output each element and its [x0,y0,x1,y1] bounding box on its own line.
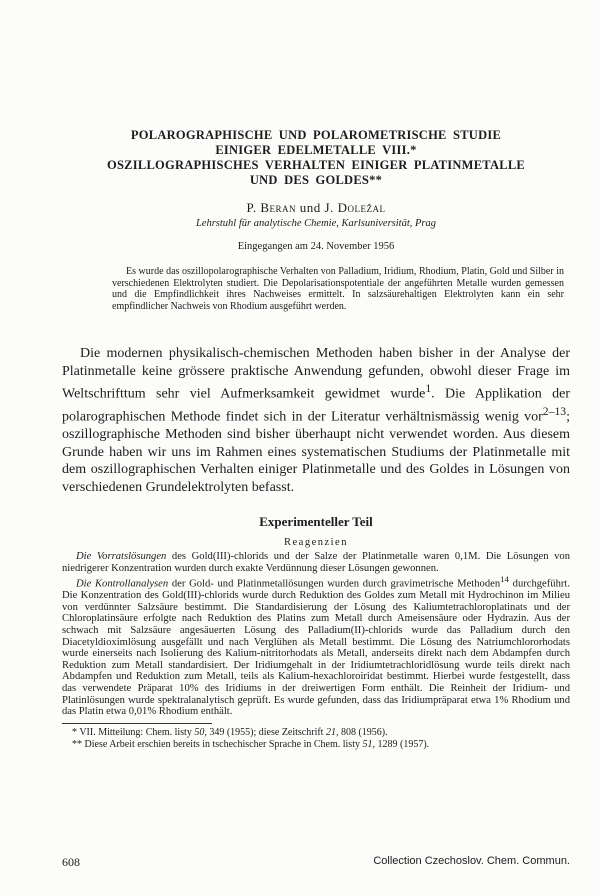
author-name: Doležal [337,200,386,215]
author-initial: J. [324,200,334,215]
footnote-volume: 51, [362,738,375,750]
body-text: der Gold- und Platinmetallösungen wurden durch gravimetrische Methoden [168,578,501,590]
author-conjunction: und [299,200,321,215]
intro-text: Die modernen physikalisch-chemischen Methoden haben bisher in der Analyse der Platinmetalle keine grössere praktische Anwendung gefunden, obwohl dieser Frage im Weltschrifttum sehr viel Aufmerksamkeit gewidmet wurde [62,346,570,402]
footnote-divider [62,723,212,724]
authors [62,200,570,216]
body-text: durchgeführt. Die Konzentration des Gold(III)-chlorids wurde durch Reduktion des Goldes zum Metall mit Hydrochinon im Milieu von verdünnter Salzsäure bestimmt. Die Standardisierung der Lösung des Kaliumtetrachloroplatinats und der Chloroplatinsäure erfolgte nach Reduktion des Platins zum Metall durch Ameisensäure oder Hydrazin. Aus der schwach mit Salzsäure angesäuerten Lösung des Palladium(II)-chlorids wurde das Palladium durch den Diacetyldioximlösung ausgefällt und nach Verglühen als Metall bestimmt. Die Lösung des Natriumchlororhodats wurde einerseits nach Isolierung des Kalium-nitritorhodats als Metall, anderseits direkt nach dem Abdampfen durch Reduktion zum Metall standardisiert. Der Iridiumgehalt in der Iridiumtetrachloridlösung wurde teils direkt nach Abdampfen und Reduktion zum Metall, teils als Kalium-hexachloroiridat bestimmt. Hierbei wurde festgestellt, dass das verwendete Präparat 10% des Iridiums in der dreiwertigen Form enthält. Die Reinheit der Iridium- und Platinlösungen wurde spektralanalytisch geprüft. Es wurde gefunden, dass das Iridiumpräparat etwa 1% Rhodium und das Platin etwa 0,01% Rhodium enthält. [62,578,571,718]
article [62,128,570,751]
title-line: UND DES GOLDES** [249,173,383,187]
footnote-text: VII. Mitteilung: Chem. listy [79,726,195,738]
reference-mark: 14 [500,574,509,585]
body-paragraph [62,574,570,718]
footnote-volume: 21, [325,726,339,738]
footnotes [62,727,570,751]
title-line: OSZILLOGRAPHISCHES VERHALTEN EINIGER PLATINMETALLE [106,158,525,172]
body-paragraph [62,551,570,574]
footnote [62,727,570,739]
author-name: Beran [260,200,296,215]
footnote [62,739,570,751]
subsection-title: Reagenzien [284,536,348,548]
footnote-volume: 50, [194,726,207,738]
intro-text: ; oszillographische Methoden sind bisher überhaupt nicht verwendet worden. Aus diesem Grunde haben wir uns im Rahmen eines systematischen Studiums der Platinmetalle mit dem oszillographischen Verhalten einiger Platinmetalle und des Goldes in Lösungen von verschiedenen Grundelektrolyten befasst. [62,409,570,495]
footnote-mark: * [72,726,77,738]
reference-mark: 1 [425,382,432,396]
footnote-text: Diese Arbeit erschien bereits in tschechischer Sprache in Chem. listy [84,738,363,750]
received-date: Eingegangen am 24. November 1956 [237,241,395,252]
italic-lead: Die Vorratslösungen [76,550,167,562]
footnote-mark: ** [72,738,82,750]
title-line: EINIGER EDELMETALLE VIII.* [215,143,417,157]
page-footer [62,855,570,871]
footnote-text: 1289 (1957). [374,738,430,750]
intro-text: . Die Applikation der polarographischen Methode findet sich in der Literatur verhältnismässig wenig vor [62,386,571,425]
reference-mark: 2–13 [542,405,567,419]
title-line: POLAROGRAPHISCHE UND POLAROMETRISCHE STUDIE [130,128,502,142]
page-number: 608 [62,855,80,869]
article-title [62,128,570,188]
affiliation: Lehrstuhl für analytische Chemie, Karlsuniversität, Prag [195,218,437,229]
journal-name: Collection Czechoslov. Chem. Commun. [373,855,570,867]
introduction-paragraph [62,345,570,496]
italic-lead: Die Kontrollanalysen [76,578,169,590]
footnote-text: 808 (1956). [338,726,388,738]
section-title: Experimenteller Teil [259,513,373,529]
footnote-text: 349 (1955); diese Zeitschrift [206,726,326,738]
abstract: Es wurde das oszillopolarographische Verhalten von Palladium, Iridium, Rhodium, Platin, Gold und Silber in verschiedenen Elektrolyten studiert. Die Depolarisationspotentiale der angeführten Metalle wurden gemessen und die Empfindlichkeit ihres Nachweises ermittelt. In salzsäurehaltigen Elektrolyten kann ein sehr empfindlicher Nachweis von Rhodium ausgeführt werden. [112,266,564,312]
author-initial: P. [246,200,257,215]
body-text: des Gold(III)-chlorids und der Salze der Platinmetalle waren 0,1M. Die Lösungen von niedrigerer Konzentration wurden durch exakte Verdünnung dieser Lösungen gewonnen. [62,550,570,574]
